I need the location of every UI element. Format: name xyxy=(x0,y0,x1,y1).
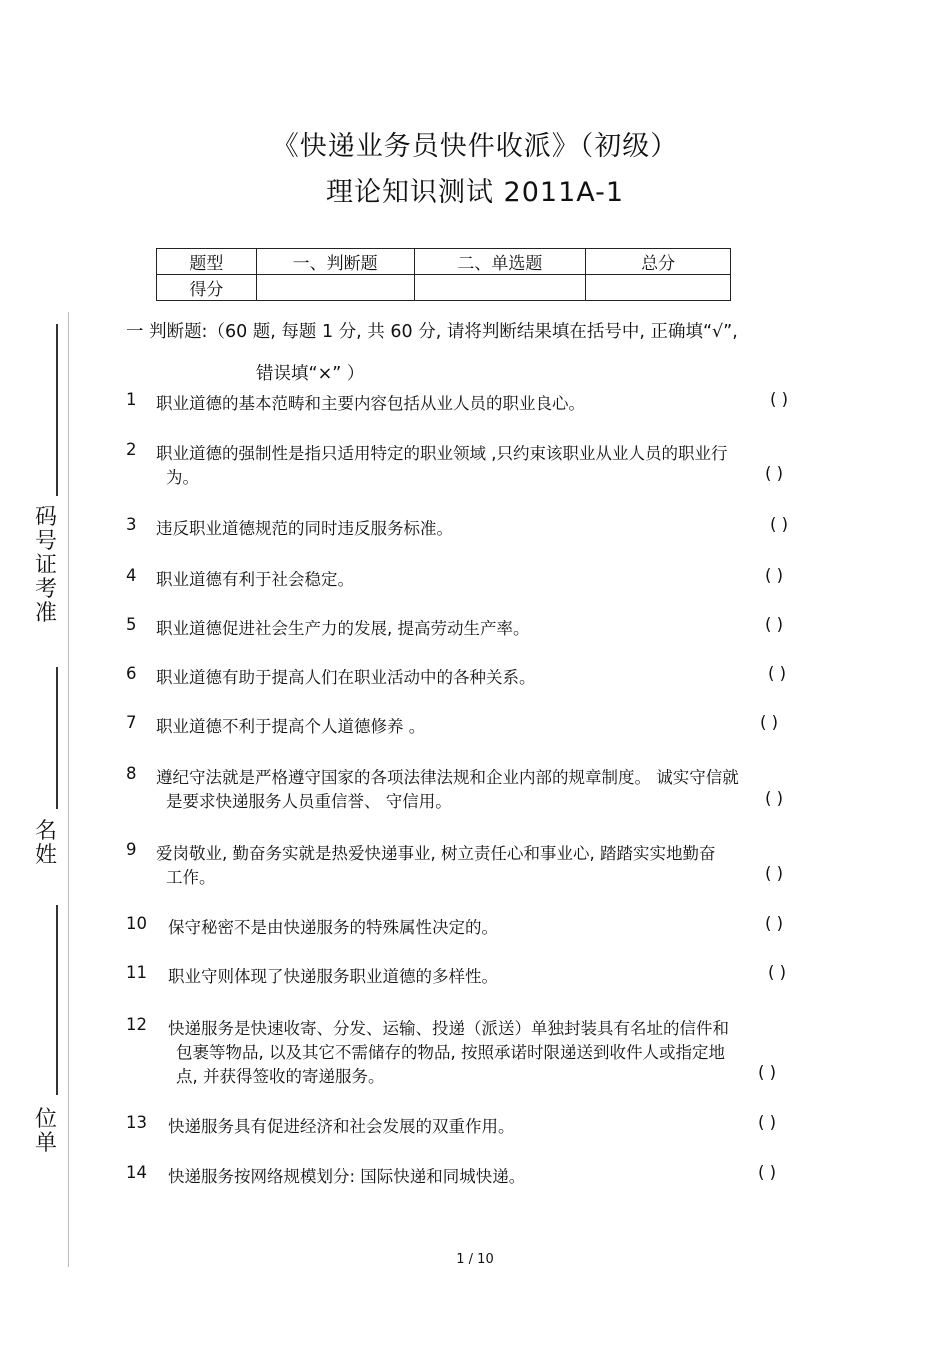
score-cell: 得分 xyxy=(157,275,257,301)
answer-bracket[interactable]: ( ) xyxy=(770,390,789,409)
answer-bracket[interactable]: ( ) xyxy=(765,566,784,585)
document-subtitle: 理论知识测试 2011A-1 xyxy=(325,177,625,208)
exam-number-label-char: 准 xyxy=(34,601,57,626)
question-number: 10 xyxy=(126,914,147,933)
answer-bracket[interactable]: ( ) xyxy=(765,615,784,634)
answer-bracket[interactable]: ( ) xyxy=(758,1063,777,1082)
answer-bracket[interactable]: ( ) xyxy=(758,1163,777,1182)
answer-bracket[interactable]: ( ) xyxy=(765,789,784,808)
question-number: 12 xyxy=(126,1015,147,1034)
question-text: 快递服务具有促进经济和社会发展的双重作用。 xyxy=(168,1117,515,1136)
score-input-cell[interactable] xyxy=(256,275,414,301)
exam-number-label-char: 证 xyxy=(34,553,57,578)
question-text: 保守秘密不是由快递服务的特殊属性决定的。 xyxy=(168,918,498,937)
margin-divider xyxy=(56,905,58,1095)
question-text: 点, 并获得签收的寄递服务。 xyxy=(176,1067,385,1086)
exam-number-label-char: 考 xyxy=(34,577,57,602)
question-text: 为。 xyxy=(166,468,199,487)
question-text: 违反职业道德规范的同时违反服务标准。 xyxy=(156,519,453,538)
question-number: 11 xyxy=(126,963,147,982)
name-label xyxy=(26,820,66,868)
score-cell: 题型 xyxy=(157,249,257,275)
score-table-score-row xyxy=(157,275,731,301)
score-table-header-row xyxy=(157,249,731,275)
exam-number-label-char: 码 xyxy=(34,505,57,530)
question-text: 遵纪守法就是严格遵守国家的各项法律法规和企业内部的规章制度。 诚实守信就 xyxy=(156,768,739,787)
answer-bracket[interactable]: ( ) xyxy=(760,713,779,732)
section-heading-continued: 错误填“×” ） xyxy=(256,364,365,384)
answer-bracket[interactable]: ( ) xyxy=(768,963,787,982)
margin-divider xyxy=(56,667,58,809)
question-text: 职业守则体现了快递服务职业道德的多样性。 xyxy=(168,967,498,986)
section-heading: 一 判断题:（60 题, 每题 1 分, 共 60 分, 请将判断结果填在括号中, 正确填“√”, xyxy=(126,322,738,342)
binding-margin-line xyxy=(68,312,69,1267)
score-input-cell[interactable] xyxy=(586,275,731,301)
question-text: 快递服务按网络规模划分: 国际快递和同城快递。 xyxy=(168,1167,526,1186)
question-text: 工作。 xyxy=(166,868,216,887)
answer-bracket[interactable]: ( ) xyxy=(768,664,787,683)
score-table xyxy=(156,248,731,301)
score-cell: 总分 xyxy=(586,249,731,275)
score-input-cell[interactable] xyxy=(414,275,586,301)
question-number: 8 xyxy=(126,764,137,783)
question-text: 职业道德促进社会生产力的发展, 提高劳动生产率。 xyxy=(156,619,530,638)
question-text: 是要求快递服务人员重信誉、 守信用。 xyxy=(166,792,452,811)
question-text: 职业道德有助于提高人们在职业活动中的各种关系。 xyxy=(156,668,536,687)
question-text: 爱岗敬业, 勤奋务实就是热爱快递事业, 树立责任心和事业心, 踏踏实实地勤奋 xyxy=(156,844,716,863)
unit-label-char: 位 xyxy=(34,1107,57,1132)
name-label-char: 名 xyxy=(34,819,57,844)
question-number: 13 xyxy=(126,1113,147,1132)
unit-label xyxy=(26,1108,66,1156)
answer-bracket[interactable]: ( ) xyxy=(765,914,784,933)
page-number: 1 / 10 xyxy=(456,1252,494,1267)
exam-number-label-char: 号 xyxy=(34,529,57,554)
question-number: 7 xyxy=(126,713,137,732)
name-label-char: 姓 xyxy=(34,843,57,868)
question-number: 1 xyxy=(126,390,137,409)
question-text: 职业道德不利于提高个人道德修养 。 xyxy=(156,717,426,736)
question-number: 6 xyxy=(126,664,137,683)
question-number: 14 xyxy=(126,1163,147,1182)
question-text: 快递服务是快速收寄、分发、运输、投递（派送）单独封装具有名址的信件和 xyxy=(168,1019,729,1038)
question-number: 3 xyxy=(126,515,137,534)
score-cell: 二、单选题 xyxy=(414,249,586,275)
question-text: 职业道德的强制性是指只适用特定的职业领域 ,只约束该职业从业人员的职业行 xyxy=(156,444,728,463)
answer-bracket[interactable]: ( ) xyxy=(758,1113,777,1132)
unit-label-char: 单 xyxy=(34,1131,57,1156)
question-number: 4 xyxy=(126,566,137,585)
question-number: 2 xyxy=(126,440,137,459)
answer-bracket[interactable]: ( ) xyxy=(770,515,789,534)
question-text: 包裹等物品, 以及其它不需储存的物品, 按照承诺时限递送到收件人或指定地 xyxy=(176,1043,725,1062)
exam-number-label xyxy=(26,506,66,626)
question-number: 9 xyxy=(126,840,137,859)
question-text: 职业道德有利于社会稳定。 xyxy=(156,570,354,589)
question-text: 职业道德的基本范畴和主要内容包括从业人员的职业良心。 xyxy=(156,394,585,413)
margin-divider xyxy=(56,324,58,496)
question-number: 5 xyxy=(126,615,137,634)
answer-bracket[interactable]: ( ) xyxy=(765,864,784,883)
answer-bracket[interactable]: ( ) xyxy=(765,464,784,483)
score-cell: 一、判断题 xyxy=(256,249,414,275)
document-title: 《快递业务员快件收派》（初级） xyxy=(271,131,679,162)
